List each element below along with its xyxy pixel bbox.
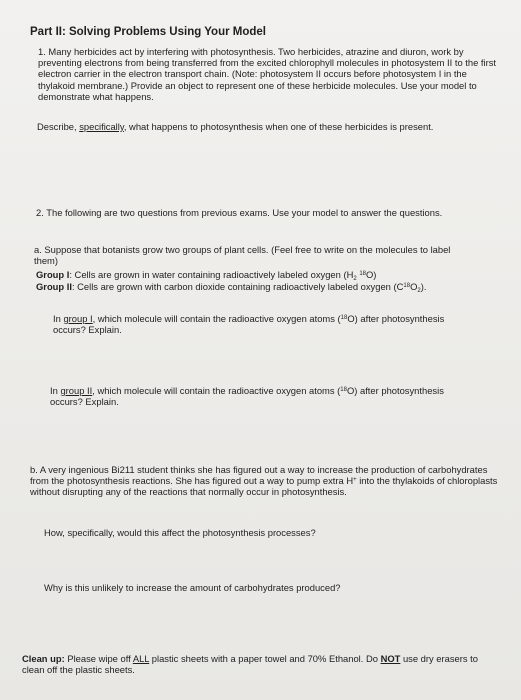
question-2-intro: 2. The following are two questions from previous exams. Use your model to answer the questions. xyxy=(36,207,443,218)
part-title: Part II: Solving Problems Using Your Model xyxy=(30,26,266,38)
cleanup-instructions: Clean up: Please wipe off ALL plastic sheets with a paper towel and 70% Ethanol. Do NOT use dry erasers to clean off the plastic sheets. xyxy=(22,653,478,676)
question-2a-group-2: In group II, which molecule will contain the radioactive oxygen atoms ($^{18}$O) after photosynthesis occurs? Explain. xyxy=(50,385,444,408)
question-2a-intro: a. Suppose that botanists grow two groups of plant cells. (Feel free to write on the molecules to label them) xyxy=(34,244,451,267)
question-2a-group-1: In group I, which molecule will contain the radioactive oxygen atoms ($^{18}$O) after photosynthesis occurs? Explain. xyxy=(53,313,445,336)
question-2b-why: Why is this unlikely to increase the amount of carbohydrates produced? xyxy=(44,582,341,593)
group-1-description: Group I: Cells are grown in water containing radioactively labeled oxygen ($H_2$ $^{18}$O) xyxy=(36,269,377,282)
question-1-describe: Describe, specifically, what happens to photosynthesis when one of these herbicides is present. xyxy=(37,121,434,132)
question-2b-how: How, specifically, would this affect the photosynthesis processes? xyxy=(44,527,316,538)
question-2b-text: b. A very ingenious Bi211 student thinks she has figured out a way to increase the production of carbohydrates from the photosynthesis reactions. She has figured out a way to pump extra H+ into the thylakoids of chloroplasts without disrupting any of the reactions that normally occur in photosynthesis. xyxy=(30,464,498,498)
question-1-text: 1. Many herbicides act by interfering with photosynthesis. Two herbicides, atrazine and diuron, work by preventing electrons from being transferred from the excited chlorophyll molecules in photosystem II to the first electron carrier in the electron transport chain. (Note: photosystem II occurs before photosystem I in the thylakoid membrane.) Provide an object to represent one of these herbicide molecules. Use your model to demonstrate what happens. xyxy=(38,46,497,102)
group-2-description: Group II: Cells are grown with carbon dioxide containing radioactively labeled oxygen $(C^{18}O_2)$. xyxy=(36,281,427,294)
